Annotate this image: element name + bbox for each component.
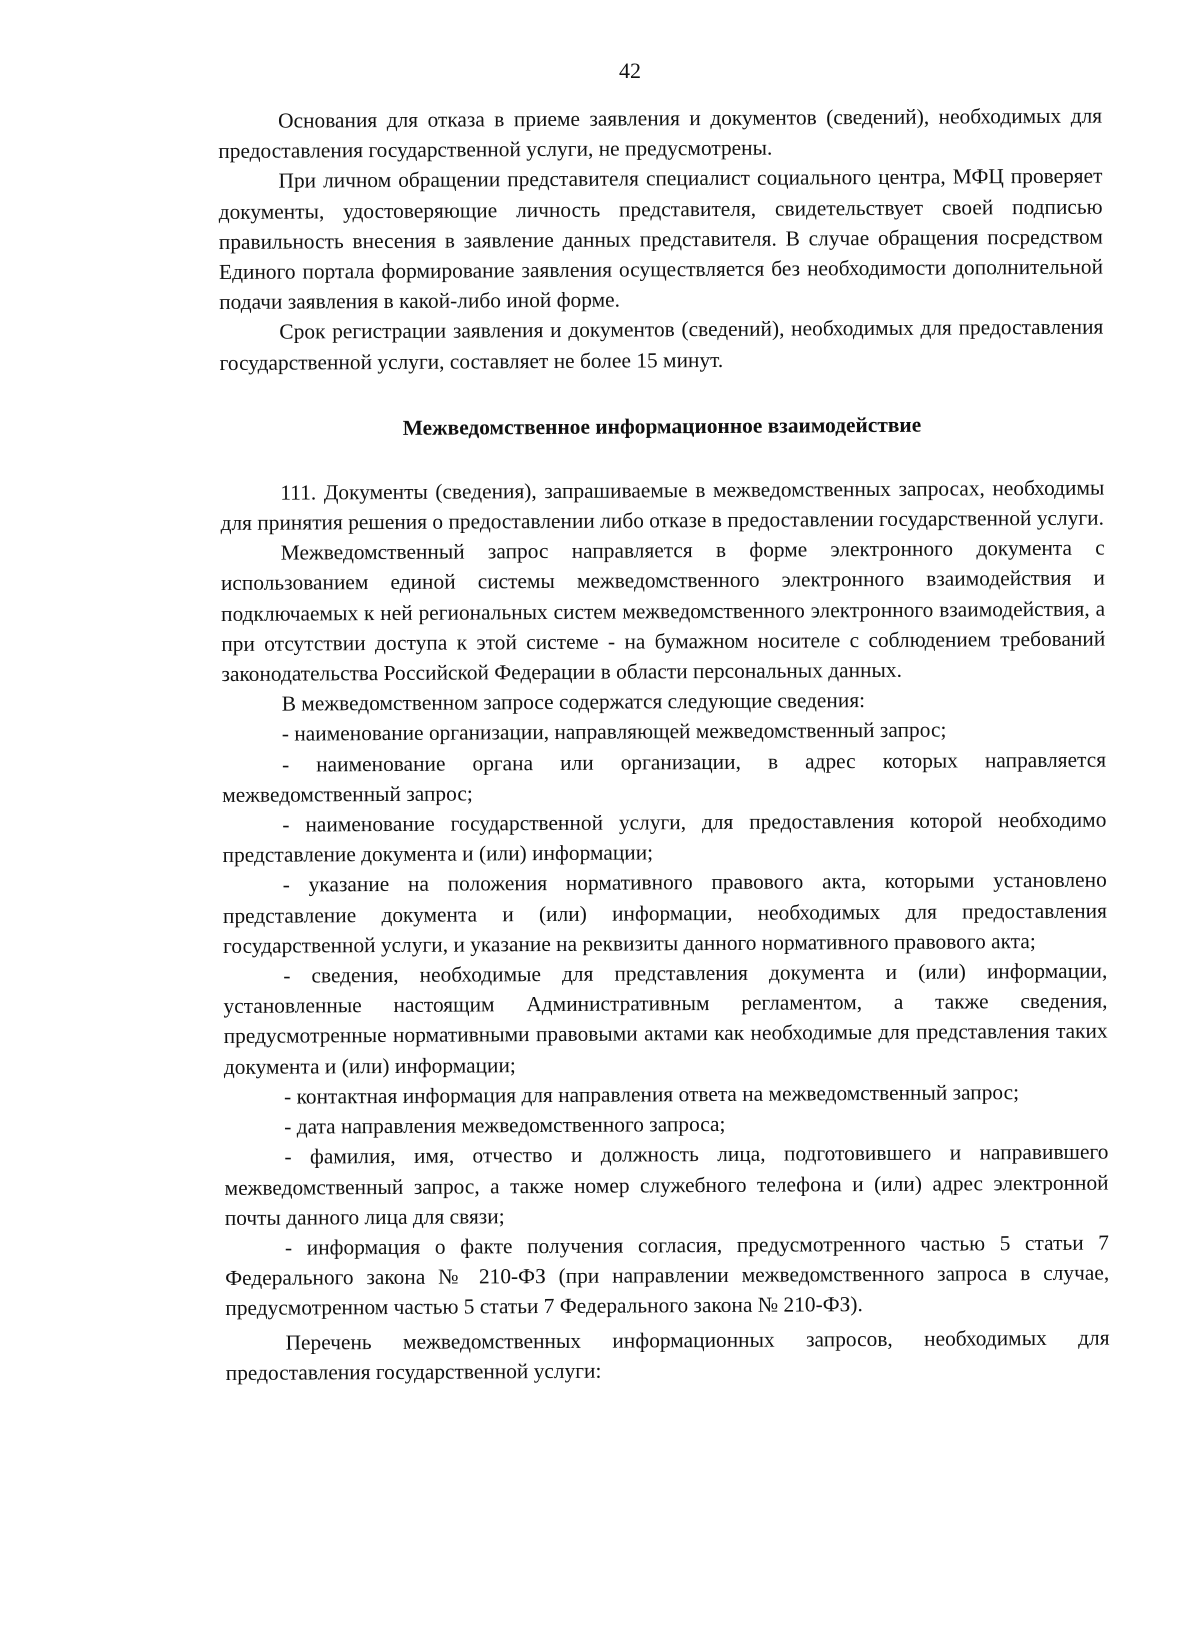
- section-heading: Межведомственное информационное взаимодействие: [402, 412, 922, 440]
- list-item: - наименование органа или организации, в адрес которых направляется межведомственный запрос;: [222, 747, 1107, 807]
- list-item: - наименование организации, направляющей межведомственный запрос;: [281, 718, 947, 747]
- paragraph-requests-list-intro: Перечень межведомственных информационных запросов, необходимых для предоставления государственной услуги:: [225, 1325, 1110, 1385]
- paragraph-refusal-grounds: Основания для отказа в приеме заявления и документов (сведений), необходимых для предоставления государственной услуги, не предусмотрены.: [218, 103, 1103, 164]
- list-item: - фамилия, имя, отчество и должность лица, подготовившего и направившего межведомственный запрос, а также номер служебного телефона и (или) адрес электронной почты данного лица для связи;: [224, 1139, 1109, 1230]
- paragraph-registration-term: Срок регистрации заявления и документов (сведений), необходимых для предоставления государственной услуги, составляет не более 15 минут.: [219, 315, 1104, 375]
- list-item: - указание на положения нормативного правового акта, которыми установлено представление документа и (или) информации, необходимых для предоставления государственной услуги, и указание на реквизиты данного нормативного правового акта;: [222, 868, 1108, 958]
- list-item: - информация о факте получения согласия, предусмотренного частью 5 статьи 7 Федерального закона № 210-ФЗ (при направлении межведомственного запроса в случае, предусмотренном частью 5 статьи 7 Федерального закона № 210-ФЗ).: [225, 1230, 1110, 1321]
- paragraph-representative-check: При личном обращении представителя специалист социального центра, МФЦ проверяет документы, удостоверяющие личность представителя, свидетельствует своей подписью правильность внесения в заявление данных представителя. В случае обращения посредством Единого портала формирование заявления осуществляется без необходимости дополнительной подачи заявления в какой-либо иной форме.: [218, 164, 1104, 315]
- paragraph-request-form: Межведомственный запрос направляется в форме электронного документа с использованием единой системы межведомственного электронного взаимодействия и подключаемых к ней региональных систем межведомственного электронного взаимодействия, а при отсутствии доступа к этой системе - на бумажном носителе с соблюдением требований законодательства Российской Федерации в области персональных данных.: [220, 535, 1106, 687]
- request-contents-list: [222, 714, 1110, 1323]
- document-body: [218, 101, 1110, 1388]
- list-item: - наименование государственной услуги, для предоставления которой необходимо представление документа и (или) информации;: [222, 807, 1107, 868]
- list-item: - сведения, необходимые для представления документа и (или) информации, установленные настоящим Административным регламентом, а также сведения, предусмотренные нормативными правовыми актами как необходимые для представления таких документа и (или) информации;: [223, 958, 1108, 1079]
- list-item: - дата направления межведомственного запроса;: [284, 1112, 726, 1139]
- paragraph-111: 111. Документы (сведения), запрашиваемые в межведомственных запросах, необходимы для принятия решения о предоставлении либо отказе в предоставлении государственной услуги.: [220, 475, 1105, 536]
- list-item: - контактная информация для направления ответа на межведомственный запрос;: [283, 1080, 1020, 1109]
- page-number: 42: [619, 58, 641, 83]
- paragraph-request-contents-intro: В межведомственном запросе содержатся следующие сведения:: [281, 688, 866, 716]
